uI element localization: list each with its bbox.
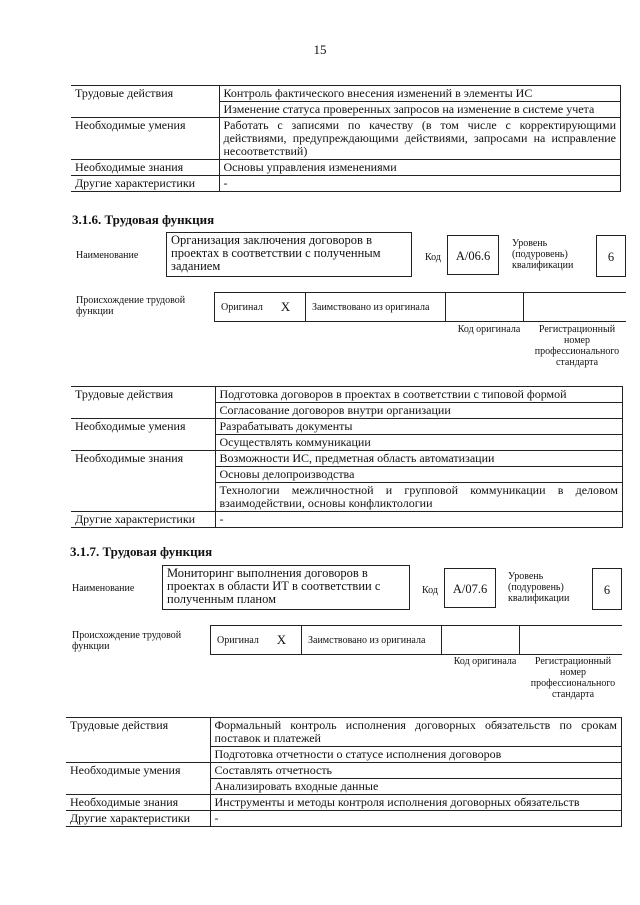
name-label: Наименование bbox=[72, 583, 135, 594]
function-code-box: A/07.6 bbox=[444, 568, 496, 608]
table-row bbox=[71, 176, 621, 192]
section-heading-3-1-6: 3.1.6. Трудовая функция bbox=[72, 212, 215, 227]
table-row bbox=[71, 118, 621, 160]
row-value: - bbox=[219, 176, 621, 192]
row-label: Необходимые знания bbox=[66, 795, 210, 811]
row-label: Другие характеристики bbox=[66, 811, 210, 827]
name-label: Наименование bbox=[76, 250, 139, 261]
row-value: Подготовка отчетности о статусе исполнения договоров bbox=[210, 747, 622, 763]
registration-number-cell bbox=[520, 626, 622, 654]
row-value: Контроль фактического внесения изменений в элементы ИС bbox=[219, 86, 621, 102]
row-value: Согласование договоров внутри организации bbox=[215, 403, 623, 419]
row-value: Основы управления изменениями bbox=[219, 160, 621, 176]
table-row bbox=[66, 811, 622, 827]
table-row bbox=[71, 419, 623, 435]
table-row bbox=[71, 86, 621, 102]
qualification-level-box: 6 bbox=[592, 568, 622, 610]
registration-number-caption: Регистрационный номер профессионального стандарта bbox=[534, 324, 620, 368]
row-value: - bbox=[210, 811, 622, 827]
row-label: Трудовые действия bbox=[71, 387, 215, 419]
row-value: Разрабатывать документы bbox=[215, 419, 623, 435]
row-value: Подготовка договоров в проектах в соответствии с типовой формой bbox=[215, 387, 623, 403]
row-label: Необходимые умения bbox=[71, 118, 219, 160]
borrowed-label: Заимствовано из оригинала bbox=[306, 293, 446, 321]
function-name-box: Организация заключения договоров в проектах в соответствии с полученным заданием bbox=[166, 232, 412, 277]
row-value: Возможности ИС, предметная область автоматизации bbox=[215, 451, 623, 467]
level-label: Уровень (подуровень) квалификации bbox=[508, 571, 570, 604]
section-heading-3-1-7: 3.1.7. Трудовая функция bbox=[70, 544, 213, 559]
original-mark: X bbox=[262, 626, 302, 654]
row-value: Осуществлять коммуникации bbox=[215, 435, 623, 451]
row-label: Необходимые умения bbox=[66, 763, 210, 795]
original-label: Оригинал bbox=[210, 626, 262, 654]
row-value: Технологии межличностной и групповой коммуникации в деловом взаимодействии, основы конфликтологии bbox=[215, 483, 623, 512]
table-row bbox=[71, 387, 623, 403]
row-label: Другие характеристики bbox=[71, 512, 215, 528]
row-value: Изменение статуса проверенных запросов на изменение в системе учета bbox=[219, 102, 621, 118]
table-row bbox=[66, 718, 622, 747]
qualification-level-box: 6 bbox=[596, 235, 626, 277]
origin-label: Происхождение трудовой функции bbox=[72, 630, 182, 652]
row-value: Основы делопроизводства bbox=[215, 467, 623, 483]
row-value: Работать с записями по качеству (в том числе с корректирующими действиями, предупреждающими действиями, запросами на исправление несоответствий) bbox=[219, 118, 621, 160]
original-code-caption: Код оригинала bbox=[457, 324, 521, 335]
requirements-table-3-1-7 bbox=[66, 717, 622, 827]
origin-label: Происхождение трудовой функции bbox=[76, 295, 186, 317]
origin-row bbox=[214, 292, 626, 322]
row-label: Необходимые умения bbox=[71, 419, 215, 451]
table-row bbox=[66, 795, 622, 811]
row-label: Трудовые действия bbox=[66, 718, 210, 763]
row-label: Необходимые знания bbox=[71, 451, 215, 512]
table-row bbox=[71, 160, 621, 176]
row-value: - bbox=[215, 512, 623, 528]
registration-number-cell bbox=[524, 293, 626, 321]
origin-row bbox=[210, 625, 622, 655]
function-name-box: Мониторинг выполнения договоров в проектах в области ИТ в соответствии с полученным планом bbox=[162, 565, 410, 610]
row-value: Анализировать входные данные bbox=[210, 779, 622, 795]
level-label: Уровень (подуровень) квалификации bbox=[512, 238, 574, 271]
row-value: Инструменты и методы контроля исполнения договорных обязательств bbox=[210, 795, 622, 811]
table-row bbox=[66, 763, 622, 779]
requirements-table-3-1-6 bbox=[71, 386, 623, 528]
row-value: Составлять отчетность bbox=[210, 763, 622, 779]
requirements-table-continued bbox=[71, 85, 621, 192]
code-label: Код bbox=[422, 585, 438, 596]
page-number: 15 bbox=[313, 42, 327, 57]
table-row bbox=[71, 512, 623, 528]
original-code-caption: Код оригинала bbox=[453, 656, 517, 667]
code-label: Код bbox=[425, 252, 441, 263]
original-mark: X bbox=[266, 293, 306, 321]
original-code-cell bbox=[446, 293, 524, 321]
registration-number-caption: Регистрационный номер профессионального стандарта bbox=[530, 656, 616, 700]
row-value: Формальный контроль исполнения договорных обязательств по срокам поставок и платежей bbox=[210, 718, 622, 747]
table-row bbox=[71, 451, 623, 467]
row-label: Необходимые знания bbox=[71, 160, 219, 176]
function-code-box: A/06.6 bbox=[447, 235, 499, 275]
row-label: Другие характеристики bbox=[71, 176, 219, 192]
row-label: Трудовые действия bbox=[71, 86, 219, 118]
original-code-cell bbox=[442, 626, 520, 654]
original-label: Оригинал bbox=[214, 293, 266, 321]
borrowed-label: Заимствовано из оригинала bbox=[302, 626, 442, 654]
